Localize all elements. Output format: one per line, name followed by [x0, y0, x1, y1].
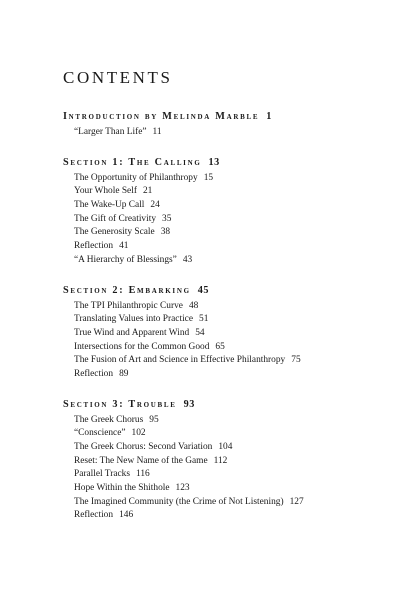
toc-entry [74, 441, 383, 455]
toc-entry-page: 21 [142, 186, 153, 197]
toc-entry [74, 368, 383, 382]
toc-section-1 [63, 156, 383, 268]
toc-entry-title: The Greek Chorus: Second Variation [74, 442, 213, 452]
section-heading-page: 1 [266, 111, 272, 122]
section-heading-title: Section 3: Trouble [63, 398, 177, 410]
toc-entry-title: Reflection [74, 241, 114, 252]
section-heading-title: Introduction by Melinda Marble [63, 111, 260, 122]
toc-entry-title: Reset: The New Name of the Game [74, 455, 208, 466]
toc-entry [74, 341, 383, 355]
toc-entry-title: The TPI Philanthropic Curve [74, 300, 183, 311]
toc-entry-page: 112 [213, 455, 228, 466]
toc-section-2 [63, 284, 383, 382]
toc-entry-page: 116 [135, 469, 150, 480]
toc-entry [74, 199, 383, 213]
toc-entry-title: The Gift of Creativity [74, 213, 157, 224]
toc-entry-title: Translating Values into Practice [74, 314, 193, 325]
toc-entry [74, 254, 383, 268]
toc-entry-title: The Wake-Up Call [74, 200, 145, 211]
toc-entry [74, 468, 383, 482]
toc-entry-page: 89 [119, 368, 129, 379]
toc-entry [74, 482, 383, 496]
toc-entry-page: 51 [199, 314, 209, 325]
toc-entry-title: “Larger Than Life” [74, 127, 147, 137]
section-heading [63, 110, 383, 123]
toc-entry [74, 172, 383, 186]
toc-entry-page: 104 [218, 442, 233, 452]
toc-entry-page: 43 [182, 254, 193, 265]
toc-entry-title: The Fusion of Art and Science in Effective Philanthropy [74, 355, 286, 366]
toc-entry-page: 15 [203, 172, 214, 183]
section-heading-page: 13 [208, 156, 220, 168]
toc-entry [74, 455, 383, 469]
page-title: CONTENTS [63, 68, 173, 87]
toc-entry [74, 185, 383, 199]
toc-entry-page: 11 [152, 127, 162, 137]
toc-entry [74, 226, 383, 240]
toc-entry-page: 123 [175, 483, 190, 494]
toc-section-3 [63, 398, 383, 524]
toc-entry-page: 54 [195, 327, 205, 338]
section-heading [63, 284, 383, 297]
toc-entry-page: 48 [188, 300, 199, 311]
toc-entry-page: 146 [119, 510, 134, 521]
toc-entry [74, 496, 383, 510]
toc-entry-title: Intersections for the Common Good [74, 341, 210, 352]
toc-entry-title: Parallel Tracks [74, 469, 130, 480]
toc-entry-page: 35 [162, 213, 172, 224]
toc-entry-title: The Greek Chorus [74, 414, 144, 425]
section-heading-title: Section 2: Embarking [63, 284, 191, 296]
toc-entry-page: 102 [131, 428, 146, 439]
section-heading [63, 398, 383, 411]
toc-entry [74, 213, 383, 227]
toc-entry [74, 327, 383, 341]
toc-entry [74, 354, 383, 368]
toc-entry [74, 126, 383, 140]
section-heading-page: 45 [197, 284, 209, 296]
toc-entry [74, 300, 383, 314]
toc-entry-title: The Opportunity of Philanthropy [74, 172, 198, 183]
toc-entry [74, 313, 383, 327]
toc-entry-title: Hope Within the Shithole [74, 483, 170, 494]
table-of-contents [63, 110, 383, 523]
toc-section-introduction [63, 110, 383, 140]
toc-entry [74, 240, 383, 254]
toc-entry-title: “A Hierarchy of Blessings” [74, 254, 177, 265]
toc-entry-title: The Generosity Scale [74, 227, 155, 238]
toc-entry-title: Your Whole Self [74, 186, 137, 197]
section-heading-title: Section 1: The Calling [63, 156, 202, 168]
toc-entry-title: True Wind and Apparent Wind [74, 327, 190, 338]
toc-entry-page: 38 [160, 227, 171, 238]
toc-entry [74, 427, 383, 441]
toc-entry-page: 24 [150, 200, 160, 211]
toc-entry-page: 95 [149, 414, 159, 425]
section-heading [63, 156, 383, 169]
toc-entry-page: 127 [289, 496, 304, 507]
toc-entry-title: The Imagined Community (the Crime of Not Listening) [74, 496, 284, 507]
toc-entry [74, 414, 383, 428]
toc-entry-page: 41 [119, 241, 129, 252]
toc-entry-title: Reflection [74, 510, 114, 521]
toc-entry-page: 65 [215, 341, 225, 352]
toc-entry-page: 75 [291, 355, 301, 366]
toc-entry [74, 509, 383, 523]
section-heading-page: 93 [183, 398, 195, 410]
toc-entry-title: Reflection [74, 368, 114, 379]
toc-entry-title: “Conscience” [74, 428, 126, 439]
